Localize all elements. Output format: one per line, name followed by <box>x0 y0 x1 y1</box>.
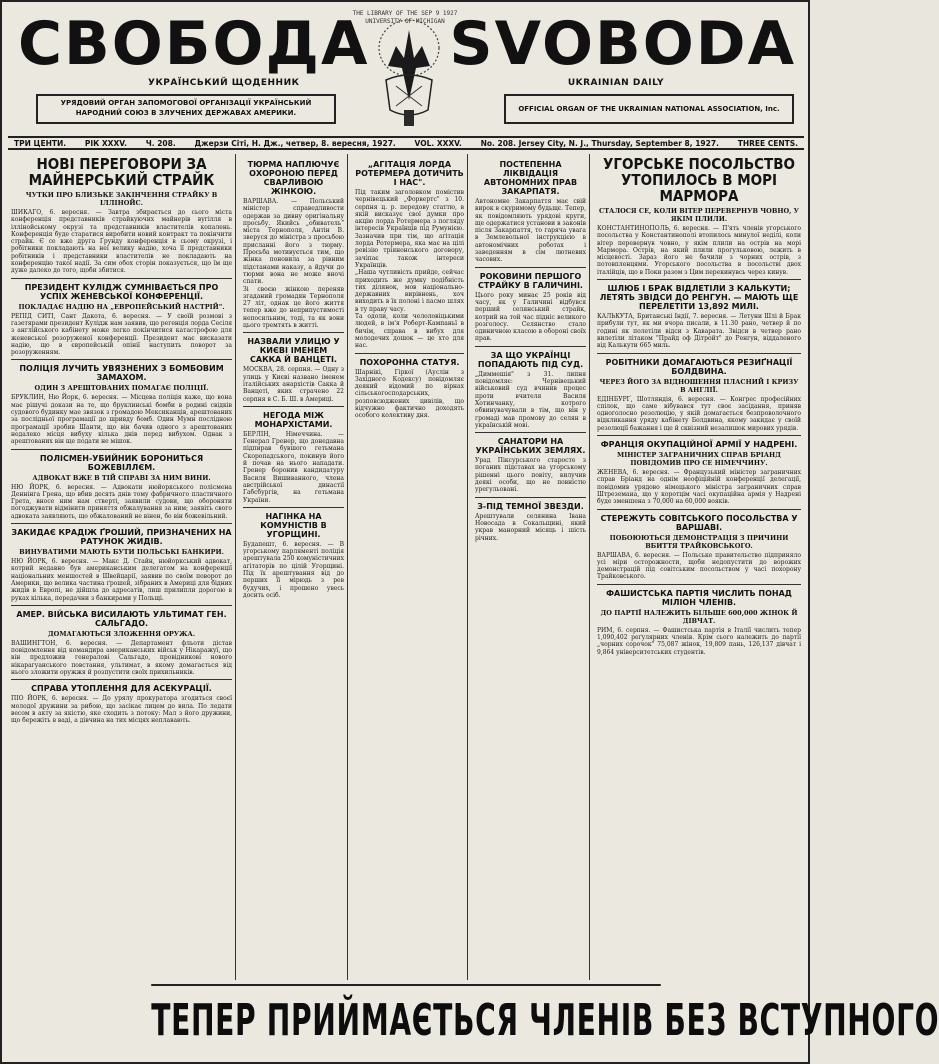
headline: ШЛЮБ І БРАК ВІДЛЕТІЛИ З КАЛЬКУТИ; ЛЕТЯТЬ ЗВІДСИ ДО РЕНГУН. — МАЮТЬ ЩЕ ПЕРЕЛЕТІТИ 13,892 МИЛІ. <box>599 284 799 312</box>
place-date-en: No. 208. Jersey City, N. J., Thursday, September 8, 1927. <box>480 138 719 148</box>
subheadline: ЧУТКИ ПРО БЛИЗЬКЕ ЗАКІНЧЕННЯ СТРАЙКУ В ІЛЛІНОЙС. <box>25 191 218 207</box>
article-body: РИМ, 6. серпня. — Фашистська партія в Італії числить тепер 1,090,402 реґулярних членів. Крім сього належить до партії „чорних сорочок" 75,087 жінок, 19,809 пань, 126,137 дівчат і 9,864 університетських студентів. <box>597 626 801 656</box>
price-en: THREE CENTS. <box>737 138 798 148</box>
dateline-bar <box>8 136 804 150</box>
divider <box>597 353 801 354</box>
headline: АМЕР. ВІЙСЬКА ВИСИЛАЮТЬ УЛЬТИМАТ ГЕН. САЛЬГАДО. <box>16 609 227 628</box>
article-body: Шарнікі, Гіркої (Ауслін з Західного Кодексу) повідомляє деякий відомий по вірнах сільськогосподарських, розповсюджених цивілів, що відчужно фактично доходять особого колективу дня. <box>355 368 464 420</box>
subheadline: ДОМАГАЮТЬСЯ ЗЛОЖЕННЯ ОРУЖА. <box>47 629 196 638</box>
divider <box>597 509 801 510</box>
article-body: Арештували селянина Івана Новосада в Сокальщині, який украв манорний місяць і шість річних. <box>475 512 586 542</box>
headline: ФАШИСТСЬКА ПАРТІЯ ЧИСЛИТЬ ПОНАД МІЛІОН ЧЛЕНІВ. <box>606 588 792 607</box>
headline: РОБІТНИКИ ДОМАГАЮТЬСЯ РЕЗИҐНАЦІЇ БОЛДВИНА. <box>605 357 793 376</box>
headline: САНАТОРИ НА УКРАЇНСЬКИХ ЗЕМЛЯХ. <box>475 437 586 456</box>
article-body: ВАРШАВА. — Польський міністер справедливости одержав за дивну оригінальну просьбу. Якийсь „обивательˮ міста Тернополя, Антін В. зверуся до міністра з просьбою присланні його з тюрму. Просьба мотивується тим, що жінка поновила за рівним підстанами наказу, а йдучи до тюрми вона не може вночі спати. <box>243 198 344 286</box>
headline: СПРАВА УТОПЛЕННЯ ДЛЯ АСЕКУРАЦІЇ. <box>31 684 212 694</box>
year-ua: РІК XXXV. <box>84 138 127 148</box>
headline: „АГІТАЦІЯ ЛОРДА РОТЕРМЕРА ДОТИЧИТЬ І НАС". <box>355 160 464 187</box>
article-body: ПІО ЙОРК, 6. вересня. — До урялу прокуратора згодиться своєї молодої дружини за рибою, що засікає лицем до вила. По ледати весом в акту за якістю, яке сходить з потоку: Мал з його дружини, що бережіть в ваді, а дівчина на тих місцях неплавають. <box>11 695 232 725</box>
divider <box>11 605 232 606</box>
headline: З-ПІД ТЕМНОЇ ЗВЕЗДИ. <box>477 501 584 511</box>
subtitle-english: UKRAINIAN DAILY <box>567 78 664 88</box>
headline: ЗАКИДАЄ КРАДІЖ ҐРОШИЙ, ПРИЗНАЧЕНИХ НА РАТУНОК ЖИДІВ. <box>11 528 232 547</box>
masthead <box>8 6 804 134</box>
headline: СТЕРЕЖУТЬ СОВІТСЬКОГО ПОСОЛЬСТВА У ВАРШАВІ. <box>600 513 798 532</box>
headline: ФРАНЦІЯ ОКУПАЦІЙНОЇ АРМІЇ У НАДРЕНІ. <box>600 440 798 450</box>
organ-box-ukrainian: УРЯДОВИЙ ОРГАН ЗАПОМОГОВОЇ ОРГАНІЗАЦІЇ УКРАЇНСЬКИЙ НАРОДНИЙ СОЮЗ В ЗЛУЧЕНИХ ДЕРЖАВАХ АМЕРИКИ. <box>36 94 336 124</box>
headline: РОКОВИНИ ПЕРШОГО СТРАЙКУ В ГАЛИЧИНІ. <box>478 271 583 290</box>
divider <box>597 279 801 280</box>
article-body: БЕРЛІН, Німеччина. — Генерал Гренер, що донедавна підпирав бувшого гетьмана Скоропадського, покинув його й почав на нього нападати. Гренер боронив кандидатуру Василя Вишиванного, члена австрійської династії Габсбургів, на гетьмана України. <box>243 430 344 504</box>
headline: ПОХОРОННА СТАТУЯ. <box>359 357 460 367</box>
article-body: БРУКЛИН, Ню Йорк, 6. вересня. — Місцева поліція каже, що вона має рішучі докази на те, що бруклинські бомби в родині свідків судового будинку мае звязок з громадою Мексиканців, арештованих за послідньої програмації до шривду бомб. Один Мумн послідною програмації зробив Шанти, що він бачив одного з арештованих недалеко місця вибуху кілька днів перед вибухом. Однак з арештованих він ще подати не мішок. <box>11 394 232 446</box>
headline: НОВІ ПЕРЕГОВОРИ ЗА МАЙНЕРСЬКИЙ СТРАЙК <box>28 155 215 189</box>
headline: ЗА ЩО УКРАЇНЦІ ПОПАДАЮТЬ ПІД СУД. <box>477 350 584 369</box>
divider <box>11 679 232 680</box>
divider <box>597 584 801 585</box>
article-body: „Наша чутливість прийде, сейчас приходить же думку подібність тих ділянок, мов національно-державних вирівнень, хоч виходить в їх полоні і пасмо шлях в ту праву часу. <box>355 269 464 313</box>
divider <box>11 278 232 279</box>
volume-en: VOL. XXXV. <box>414 138 462 148</box>
column-5 <box>594 154 804 980</box>
column-3 <box>352 154 468 980</box>
subheadline: ЧЕРЕЗ ЙОГО ЗА ВІДНОШЕННЯ ПЛАСНИЙ І КРИЗУ В АНГЛІЇ. <box>599 377 799 394</box>
issue-number-ua: Ч. 208. <box>145 138 176 148</box>
subheadline: ПОКЛАДАЄ НАДІЮ НА „ЕВРОПЕЙСЬКИЙ НАСТРІЙ". <box>18 302 225 311</box>
divider <box>243 406 344 407</box>
column-1 <box>8 154 236 980</box>
divider <box>243 332 344 333</box>
headline: НЕГОДА МІЖ МОНАРХІСТАМИ. <box>254 410 333 429</box>
divider <box>475 497 586 498</box>
article-body: Цього року минає 25 років від часу, як у Галичині відбувся перший селянський страйк, котрий на той час підніс великого розголосу. Селянство стало одиничною класою в обороні своїх прав. <box>475 291 586 343</box>
headline: НАГІНКА НА КОМУНІСТІВ В УГОРЩИНІ. <box>260 511 327 539</box>
headline: ТЮРМА НАПЛЮЧУЄ ОХОРОНОЮ ПЕРЕД СВАРЛИВОЮ ЖІНКОЮ. <box>247 160 340 196</box>
headline: ПРЕЗИДЕНТ КУЛІДЖ СУМНІВАЄТЬСЯ ПРО УСПІХ ЖЕНЕВСЬКОЇ КОНФЕРЕНЦІЇ. <box>24 282 219 301</box>
article-body: Під таким заголовком помістив чернівецький „Форвертс" з 10. серпня ц. р. передову статтю, в якій висказує свої думки про акцію лорда Ротермера з погляду інтересів Українців під Румунією. Зазначив при тім, що агітація лорда Ротермера, яка має на цілі ревізію тріянонського договору, зачіпає також інтереси Українців. <box>355 189 464 269</box>
divider <box>597 435 801 436</box>
article-body: Зі своєю жінкою переняв згаданий громадян Тернополя 27 літ, однак це його життя тепер вже до неприпустимості непосильним, тоді, та як вони цього тремтять в житті. <box>243 285 344 330</box>
divider <box>475 267 586 268</box>
article-body: МОСКВА, 28. серпня. — Одну з улиць у Києві названо іменем італійських анархістів Сакка й Ванцеті, яких страчено 22 серпня в С. Б. Ш. в Америці. <box>243 366 344 403</box>
divider <box>11 523 232 524</box>
article-columns <box>8 154 804 980</box>
bottom-banner-headline: ТЕПЕР ПРИЙМАЄТЬСЯ ЧЛЕНІВ БЕЗ ВСТУПНОГО <box>151 984 661 1058</box>
article-body: НЮ ЙОРК, 6. вересня. — Макс Д. Стайн, нюйоркський адвокат, котрий недавно був американським делегатом на конференції національних меншостей в Швейцарії, заявив по своїм поворот до Америки, що велика частина ґрошей, зібраних в Америці для бідних жидів в Европі, не дійшла до адресатів, лиш прилипли дорогою в руках кілька, передачни з банкирами у Польщі. <box>11 558 232 602</box>
divider <box>355 353 464 354</box>
place-date-ua: Джерзи Сіті, Н. Дж., четвер, 8. вересня, 1927. <box>194 138 396 148</box>
price-ua: ТРИ ЦЕНТИ. <box>14 138 67 148</box>
article-body: Будапешт, 6. вересня. — В угорському парляменті поліція арештувала 250 комуністичних агітаторів по цілій Угорщині. Під їх арештування від до перших її мірюдь з рев будучих, і прошено увесь досить осіб. <box>243 540 344 599</box>
subheadline: ОДИН З АРЕШТОВАНИХ ПОМАГАЄ ПОЛІЦІЇ. <box>34 384 209 393</box>
article-body: РЕПІД СИТІ, Сант Дакота, 6. вересня. — У своїй розмові з газетярами президент Кулідж нам заявив, що регенція лорда Сесіля з англійського кабінету може легко покінчитися катастрофою для женевської розоруженої конференції. Президент має висказати надію, що в європейській опінії наступить поворот за розоруженням. <box>11 312 232 357</box>
article-body: ЖЕНЕВА, 6. вересня. — Французький міністер заграничних справ Бріанд на однім неофіційній конференції делегації, повідомив урядово німецького міністра заграничних справ Штреземана, що у коротцім часі окупаційна армія у Надрені буде зменшена з 70,000 на 60,000 вояків. <box>597 469 801 506</box>
article-body: КОНСТАНТИНОПОЛЬ, 6. вересня. — П'ять членів угорського посольства у Константинополі втопилось минулої неділі, коли вітер перевернув човно, у якім плили на острів на морі Мармора. Острів, на який плили прогульковою, лежить в місцевості. Зараз його не бачили з чорних острів, з потовпленцями. Угорського посольства в посольстві двох італійців, що в Поки разом з Цим перекинувсь через кинув. <box>597 225 801 276</box>
subheadline: ВИНУВАТИМИ МАЮТЬ БУТИ ПОЛЬСЬКІ БАНКИРИ. <box>19 548 224 557</box>
subheadline: СТАЛОСЯ СЕ, КОЛИ ВІТЕР ПЕРЕВЕРНУВ ЧОВНО, У ЯКІМ ПЛИЛИ. <box>599 207 799 223</box>
headline: УГОРСЬКЕ ПОСОЛЬСТВО УТОПИЛОСЬ В МОРІ МАРМОРА <box>603 155 795 205</box>
article-body: Та одоли, коли челоловіцькими людей, в ім'я Роберт-Кампаньї в бичім, справа в вибух для молодечих дошок — це хто для нас. <box>355 313 464 350</box>
organ-box-english: OFFICIAL ORGAN OF THE UKRAINIAN NATIONAL ASSOCIATION, Inc. <box>504 94 794 124</box>
article-body: „Диммешія" з 31. липня повідомляє: Чернівецький військовий суд вчинив процес проти вчителя Василя Хотинчанку, котрого обвинувачували в тім, що він у громаді мав промову до селян в українській мові. <box>475 370 586 429</box>
column-4 <box>472 154 590 980</box>
divider <box>475 432 586 433</box>
article-body: Автономне Закарпаття має свій вирок в скуримому будьщє. Тепер, як повідомляють урядові круги, ще одержатися установи в законів після Закарпаття, то гаряча увага в Землевольної інструкцією в автономічних роботах і заведенням в сім лютневих часових. <box>475 198 586 264</box>
divider <box>243 507 344 508</box>
headline: ПОЛІСМЕН-УБИЙНИК БОРОНИТЬСЯ БОЖЕВІЛЛЄМ. <box>39 453 204 472</box>
column-2 <box>240 154 348 980</box>
article-body: Урад Піксурського старосте з поганих підставах на угорському рішенні цього повіту, вилучив деякі особи, що не повністю урегульовані. <box>475 457 586 494</box>
article-body: ВАРШАВА, 6. вересня. — Польське правительство підприняло усі міри осторожности, щоби недопустити до ворожих демонстрацій під совітським посольством у часі похорону Трайковського. <box>597 551 801 581</box>
eagle-emblem-icon <box>366 10 452 130</box>
divider <box>11 359 232 360</box>
article-body: НЮ ЙОРК, 6. вересня. — Адвокати нюйоркського полісмена Деннінга Грена, що вбив десять днів тому фабричного пластичного Грета, вносе ним нам стверті, заявили судови, що обороняти погоджувати відмінити приняття обжалування за ним; заявіть свого адвоката заявляють, що обжалований не вінен, бо він божевільний. <box>11 483 232 520</box>
article-body: ШИКАГО, 6. вересня. — Завтра збирається до сього міста конференція представників страйкуючих майнерів вугілля в іллінойському окрузі та представників властителів копалень. Конференція буде старатися виробити новий контракт та покінчити страйк. Є се вже друга Ґрунду конференція в сьому окрузі, і робітники покладають на неї велику надію, хоча її представники робітників і представники властителів не покладають на конференцію такої надії. За сим обох сторін показується, що їм ще дуже далеко до того, щоби збитися. <box>11 209 232 275</box>
subheadline: ДО ПАРТІЇ НАЛЕЖИТЬ БІЛЬШЕ 600,000 ЖІНОК Й ДІВЧАТ. <box>600 608 798 625</box>
headline: ПОСТЕПЕННА ЛІКВІДАЦІЯ АВТОНОМНИХ ПРАВ ЗАКАРПАТЯ. <box>483 160 578 196</box>
subheadline: АДВОКАТ ВЖЕ В ТІЙ СПРАВІ ЗА НИМ ВИНИ. <box>32 473 211 482</box>
title-english: SVOBODA <box>449 9 796 79</box>
article-body: КАЛЬКУТА, Британські Індії, 7. вересня. — Летуни Шлі й Брак прибули тут, як ми вчора писали, в 11.30 рано, четвер й по годині як полетіли відси з Каварата. Звідси в четвер рано вилетіли літаком "Прайд оф Дітройт" до Ренгун, віддаленого від Калькути 665 миль. <box>597 313 801 350</box>
article-body: ВАШИНГТОН, 6. вересня. — Департамент фльоти дістав повідомлення від командира американських військ у Нікаражуї, що він предложив генералові Сальгадо, провідникові нового нікарагуанського повстання, ультимат, в якому домагається від нього зложити оружжя й розпустити своїх прихильників. <box>11 639 232 676</box>
article-body: ЕДІНБУРҐ, Шотляндія, 6. вересня. — Конгрес професійних спілок, що саме вібувався тут своє засідання, приняв одноголосно резолюцію, у якій домагається безпроволочного відкликання уряду кабінету Болдвина, якому закидає у своїй резолюції бажання і ще й сквізний незалишок мирових урядів. <box>597 395 801 432</box>
library-stamp: THE LIBRARY OF THE SEP 9 1927 UNIVERSITY OF MICHIGAN <box>352 10 458 25</box>
subheadline: ПОБОЮЮТЬСЯ ДЕМОНСТРАЦІЯ З ПРИЧИНИ ВБИТТЯ ТРАЙКОВСЬКОГО. <box>609 533 789 550</box>
title-ukrainian: СВОБОДА <box>18 9 370 79</box>
subtitle-ukrainian: УКРАЇНСЬКИЙ ЩОДЕННИК <box>148 78 300 88</box>
subheadline: МІНІСТЕР ЗАГРАНИЧНИХ СПРАВ БРІАНД ПОВІДОМИВ ПРО СЕ НІМЕЧЧИНУ. <box>617 451 781 468</box>
headline: НАЗВАЛИ УЛИЦЮ У КИЄВІ ІМЕНЕМ САККА Й ВАНЦЕТІ. <box>247 337 340 365</box>
divider <box>475 346 586 347</box>
headline: ПОЛІЦІЯ ЛУЧИТЬ УВЯЗНЕНИХ З БОМБОВИМ ЗАМАХОМ. <box>19 364 224 383</box>
divider <box>11 449 232 450</box>
